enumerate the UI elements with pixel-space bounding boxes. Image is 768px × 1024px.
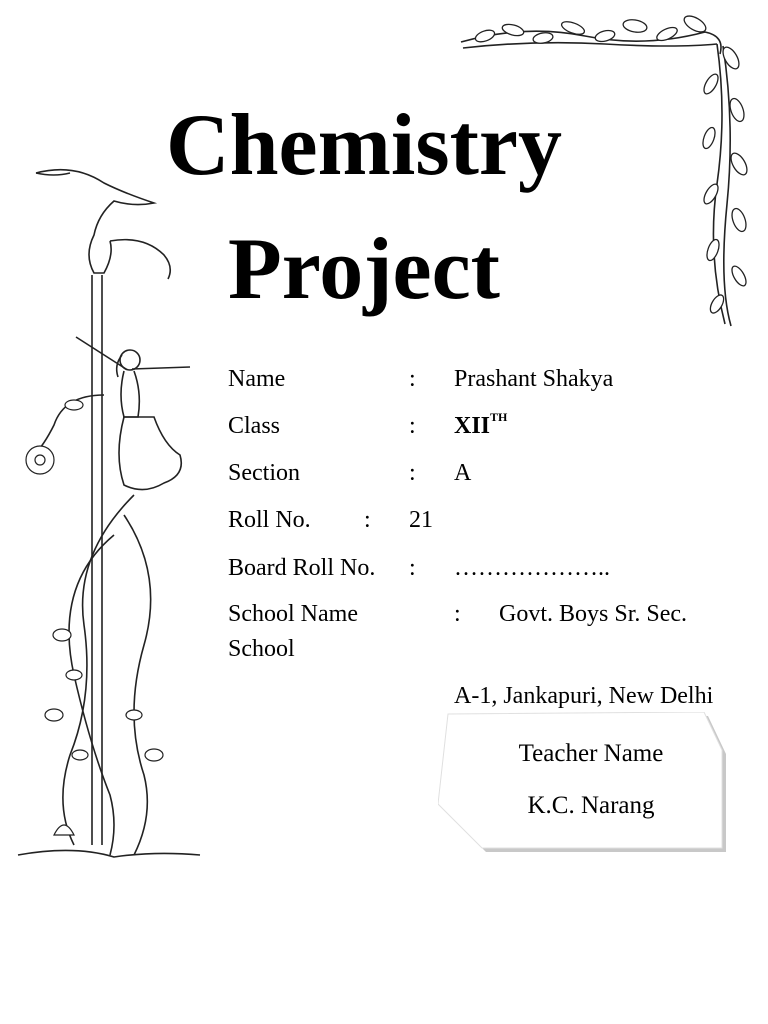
section-value: A — [454, 460, 472, 486]
teacher-card-frame — [438, 712, 730, 856]
school-value: Govt. Boys Sr. Sec. — [499, 601, 688, 627]
teacher-heading: Teacher Name — [518, 740, 664, 767]
class-colon: : — [409, 413, 416, 439]
page-title-line1: Chemistry — [166, 97, 562, 194]
roll-label: Roll No. — [228, 507, 311, 533]
page-title-line2: Project — [228, 221, 500, 318]
school-colon: : — [454, 601, 461, 627]
roll-colon: : — [364, 507, 371, 533]
board-roll-label: Board Roll No. — [228, 555, 376, 581]
school-label-line2: School — [228, 636, 295, 662]
school-address: A-1, Jankapuri, New Delhi — [454, 683, 714, 709]
name-label: Name — [228, 366, 286, 392]
board-roll-value: ……………….. — [454, 555, 610, 581]
teacher-card — [438, 712, 730, 856]
class-label: Class — [228, 413, 281, 439]
class-value-main: XII — [454, 413, 491, 439]
name-colon: : — [409, 366, 416, 392]
section-colon: : — [409, 460, 416, 486]
class-value — [454, 410, 508, 439]
section-label: Section — [228, 460, 300, 486]
roll-value: 21 — [409, 507, 433, 533]
name-value: Prashant Shakya — [454, 366, 614, 392]
school-label-line1: School Name — [228, 601, 358, 627]
board-roll-colon: : — [409, 555, 416, 581]
teacher-name: K.C. Narang — [527, 792, 655, 819]
class-value-superscript: TH — [490, 410, 508, 424]
